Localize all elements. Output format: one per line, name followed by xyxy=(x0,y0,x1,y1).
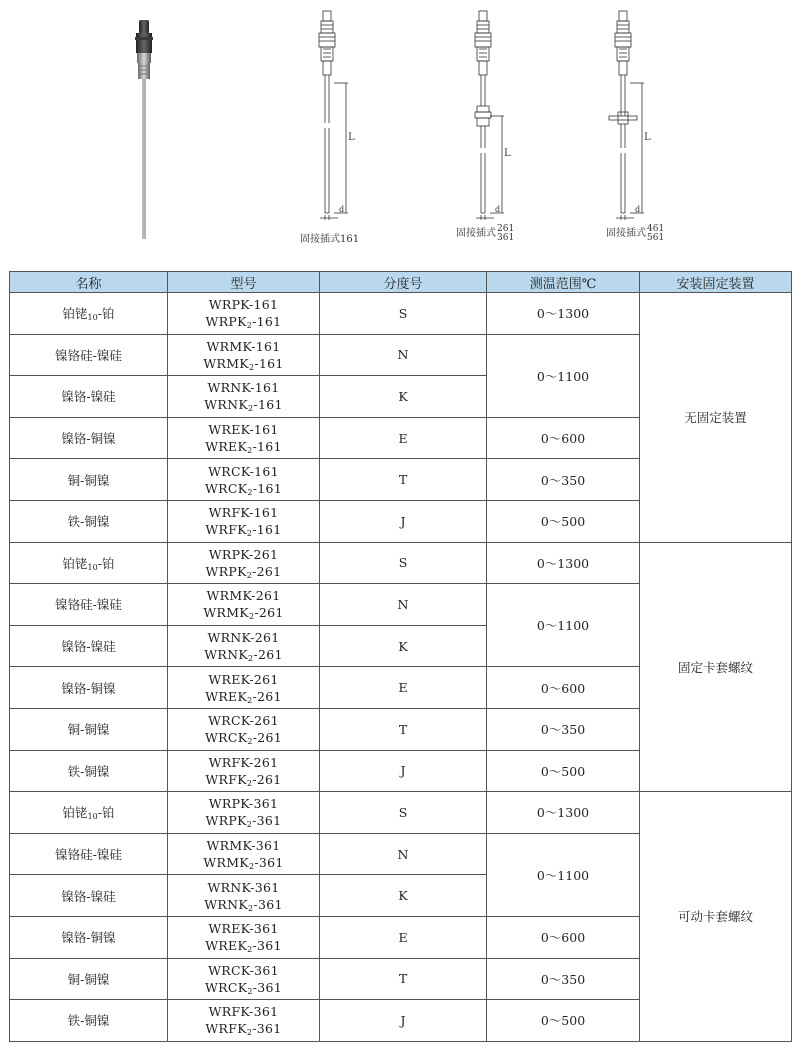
cell-grade: K xyxy=(320,625,487,667)
model-line-1: WRNK-161 xyxy=(207,380,280,396)
model-2-prefix: WRFK xyxy=(205,522,247,538)
model-2-subscript: 2 xyxy=(247,487,253,497)
model-2-prefix: WRMK xyxy=(203,855,249,871)
model-line-2 xyxy=(168,396,319,413)
cell-model xyxy=(168,334,320,376)
cell-range: 0～350 xyxy=(487,958,640,1000)
model-line-2 xyxy=(168,480,319,497)
model-line-2 xyxy=(168,771,319,788)
model-line-1: WRMK-361 xyxy=(206,838,281,854)
thermocouple-photo xyxy=(125,20,165,242)
name-text: 铁-铜镍 xyxy=(67,514,110,530)
model-2-suffix: -261 xyxy=(252,771,282,787)
cell-grade: T xyxy=(320,708,487,750)
dim-diameter-label-3: d xyxy=(635,205,641,214)
cell-name xyxy=(10,542,168,584)
model-2-prefix: WRMK xyxy=(203,355,249,371)
model-2-subscript: 2 xyxy=(247,737,253,747)
model-line-2 xyxy=(168,646,319,663)
model-line-2 xyxy=(168,355,319,372)
model-line-1: WRPK-261 xyxy=(208,546,279,562)
model-2-suffix: -361 xyxy=(253,896,283,912)
cell-model xyxy=(168,417,320,459)
cell-grade: T xyxy=(320,459,487,501)
name-text: 铂铑 xyxy=(62,555,88,571)
table-row xyxy=(10,792,792,834)
model-2-suffix: -361 xyxy=(252,1021,282,1037)
model-line-1: WRFK-261 xyxy=(208,754,279,770)
cell-name xyxy=(10,293,168,335)
model-2-suffix: -361 xyxy=(254,855,284,871)
model-2-suffix: -161 xyxy=(253,397,283,413)
model-2-subscript: 2 xyxy=(246,778,253,788)
name-text: 镍铬硅-镍硅 xyxy=(55,347,122,363)
cell-range: 0～1300 xyxy=(487,792,640,834)
name-text: 铁-铜镍 xyxy=(67,763,110,779)
caption-prefix: 固接插式 xyxy=(456,228,496,239)
model-2-subscript: 2 xyxy=(247,986,253,996)
cell-grade: T xyxy=(320,958,487,1000)
figure-strip xyxy=(0,0,800,262)
cell-model xyxy=(168,833,320,875)
cell-grade: N xyxy=(320,334,487,376)
table-header-row xyxy=(10,272,792,293)
model-2-subscript: 2 xyxy=(248,612,255,622)
model-2-suffix: -361 xyxy=(252,979,283,995)
model-line-1: WREK-261 xyxy=(208,671,279,687)
header-name: 名称 xyxy=(10,272,168,293)
cell-range: 0～600 xyxy=(487,667,640,709)
cell-mount: 固定卡套螺纹 xyxy=(640,542,792,792)
name-suffix: -铂 xyxy=(97,805,115,821)
cell-name xyxy=(10,500,168,542)
model-2-prefix: WRCK xyxy=(204,979,248,995)
model-line-1: WRPK-161 xyxy=(208,297,279,313)
spec-table xyxy=(9,271,792,1042)
model-2-suffix: -261 xyxy=(254,605,284,621)
diagram-261-361 xyxy=(468,8,518,223)
table-row xyxy=(10,542,792,584)
cell-grade: J xyxy=(320,1000,487,1042)
cell-grade: E xyxy=(320,667,487,709)
name-text: 镍铬-镍硅 xyxy=(61,888,116,904)
model-line-2 xyxy=(168,937,319,954)
name-text: 镍铬-镍硅 xyxy=(61,389,116,405)
cell-grade: K xyxy=(320,875,487,917)
model-2-suffix: -161 xyxy=(252,522,282,538)
model-2-subscript: 2 xyxy=(246,529,253,539)
model-2-prefix: WRMK xyxy=(203,605,249,621)
cell-model xyxy=(168,958,320,1000)
cell-grade: J xyxy=(320,750,487,792)
cell-name xyxy=(10,833,168,875)
model-2-prefix: WREK xyxy=(205,439,248,455)
name-suffix: -铂 xyxy=(97,555,115,571)
cell-range: 0～500 xyxy=(487,1000,640,1042)
name-text: 铁-铜镍 xyxy=(67,1013,110,1029)
cell-model xyxy=(168,750,320,792)
caption-161: 固接插式161 xyxy=(300,234,360,245)
cell-range: 0～500 xyxy=(487,750,640,792)
model-2-prefix: WRCK xyxy=(204,480,248,496)
model-2-suffix: -161 xyxy=(254,355,284,371)
name-text: 铜-铜镍 xyxy=(67,971,110,987)
model-line-1: WRNK-361 xyxy=(207,879,280,895)
model-line-2 xyxy=(168,812,319,829)
header-mount: 安装固定装置 xyxy=(640,272,792,293)
cell-name xyxy=(10,875,168,917)
model-line-2 xyxy=(168,854,319,871)
cell-name xyxy=(10,584,168,626)
model-2-prefix: WRFK xyxy=(205,1021,247,1037)
model-2-subscript: 2 xyxy=(247,945,253,955)
caption-bottom-2: 561 xyxy=(647,232,665,243)
cell-model xyxy=(168,625,320,667)
model-line-1: WRCK-261 xyxy=(208,713,279,729)
model-2-subscript: 2 xyxy=(248,404,254,414)
model-line-1: WREK-361 xyxy=(208,921,279,937)
model-line-1: WRFK-361 xyxy=(208,1004,279,1020)
cell-grade: S xyxy=(320,293,487,335)
cell-grade: S xyxy=(320,792,487,834)
caption-top-2: 461 xyxy=(647,223,665,234)
cell-grade: K xyxy=(320,376,487,418)
model-2-suffix: -261 xyxy=(252,730,283,746)
cell-name xyxy=(10,334,168,376)
model-2-prefix: WRPK xyxy=(205,813,247,829)
cell-range: 0～350 xyxy=(487,459,640,501)
model-2-subscript: 2 xyxy=(248,903,254,913)
caption-prefix-2: 固接插式 xyxy=(606,228,646,239)
header-grade: 分度号 xyxy=(320,272,487,293)
dim-diameter-label: d xyxy=(339,205,345,214)
cell-grade: S xyxy=(320,542,487,584)
model-2-suffix: -261 xyxy=(252,688,282,704)
cell-range: 0～350 xyxy=(487,708,640,750)
model-2-subscript: 2 xyxy=(247,446,253,456)
model-2-suffix: -161 xyxy=(252,439,282,455)
cell-model xyxy=(168,1000,320,1042)
cell-name xyxy=(10,916,168,958)
cell-model xyxy=(168,875,320,917)
cell-grade: E xyxy=(320,916,487,958)
cell-mount: 可动卡套螺纹 xyxy=(640,792,792,1042)
model-line-2 xyxy=(168,688,319,705)
dim-length-label-3: L xyxy=(644,132,651,143)
model-line-2 xyxy=(168,729,319,746)
dim-length-label: L xyxy=(348,132,355,143)
name-text: 铂铑 xyxy=(62,805,88,821)
cell-model xyxy=(168,293,320,335)
model-line-2 xyxy=(168,313,319,330)
model-line-1: WRCK-161 xyxy=(208,463,279,479)
caption-461-561 xyxy=(606,224,664,243)
model-line-2 xyxy=(168,604,319,621)
model-line-2 xyxy=(168,438,319,455)
model-line-1: WRPK-361 xyxy=(208,796,279,812)
model-2-prefix: WREK xyxy=(205,938,248,954)
name-text: 镍铬-铜镍 xyxy=(61,680,116,696)
model-line-1: WREK-161 xyxy=(208,422,279,438)
cell-model xyxy=(168,584,320,626)
model-2-subscript: 2 xyxy=(246,1028,253,1038)
cell-grade: N xyxy=(320,584,487,626)
cell-grade: J xyxy=(320,500,487,542)
model-2-prefix: WRPK xyxy=(205,563,247,579)
name-subscript: 10 xyxy=(87,562,98,572)
model-2-subscript: 2 xyxy=(246,820,253,830)
cell-range: 0～1100 xyxy=(487,833,640,916)
model-2-subscript: 2 xyxy=(248,654,254,664)
cell-grade: N xyxy=(320,833,487,875)
cell-name xyxy=(10,708,168,750)
model-2-prefix: WRNK xyxy=(204,647,249,663)
cell-name xyxy=(10,417,168,459)
model-line-1: WRNK-261 xyxy=(207,630,280,646)
cell-name xyxy=(10,625,168,667)
cell-range: 0～1300 xyxy=(487,542,640,584)
cell-range: 0～1100 xyxy=(487,334,640,417)
model-line-1: WRFK-161 xyxy=(208,505,279,521)
header-range: 测温范围℃ xyxy=(487,272,640,293)
cell-range: 0～600 xyxy=(487,417,640,459)
cell-model xyxy=(168,459,320,501)
table-row xyxy=(10,293,792,335)
cell-range: 0～600 xyxy=(487,916,640,958)
name-text: 镍铬硅-镍硅 xyxy=(55,597,122,613)
model-2-subscript: 2 xyxy=(247,695,253,705)
model-line-1: WRMK-161 xyxy=(206,338,281,354)
caption-top: 261 xyxy=(497,223,515,234)
model-line-2 xyxy=(168,896,319,913)
model-line-2 xyxy=(168,1020,319,1037)
cell-mount: 无固定装置 xyxy=(640,293,792,543)
cell-range: 0～1100 xyxy=(487,584,640,667)
model-2-suffix: -361 xyxy=(252,813,282,829)
name-text: 镍铬-铜镍 xyxy=(61,431,116,447)
cell-name xyxy=(10,376,168,418)
cell-model xyxy=(168,792,320,834)
diagram-461-561 xyxy=(608,8,658,223)
cell-model xyxy=(168,708,320,750)
model-2-prefix: WRFK xyxy=(205,771,247,787)
cell-model xyxy=(168,667,320,709)
model-2-suffix: -261 xyxy=(252,563,282,579)
cell-model xyxy=(168,916,320,958)
header-model: 型号 xyxy=(168,272,320,293)
cell-range: 0～1300 xyxy=(487,293,640,335)
cell-name xyxy=(10,750,168,792)
caption-261-361 xyxy=(456,224,514,243)
cell-name xyxy=(10,459,168,501)
name-text: 铂铑 xyxy=(62,306,88,322)
model-2-subscript: 2 xyxy=(246,321,253,331)
caption-bottom: 361 xyxy=(497,232,515,243)
name-suffix: -铂 xyxy=(97,306,115,322)
cell-range: 0～500 xyxy=(487,500,640,542)
model-2-subscript: 2 xyxy=(248,862,255,872)
name-text: 镍铬-镍硅 xyxy=(61,639,116,655)
cell-name xyxy=(10,1000,168,1042)
model-2-subscript: 2 xyxy=(248,362,255,372)
name-subscript: 10 xyxy=(87,812,98,822)
model-line-2 xyxy=(168,521,319,538)
dim-length-label-2: L xyxy=(504,148,511,159)
cell-name xyxy=(10,792,168,834)
model-2-prefix: WREK xyxy=(205,688,248,704)
cell-name xyxy=(10,958,168,1000)
name-text: 铜-铜镍 xyxy=(67,472,110,488)
cell-model xyxy=(168,376,320,418)
model-2-suffix: -261 xyxy=(253,647,283,663)
diagram-161 xyxy=(312,8,362,223)
model-line-1: WRMK-261 xyxy=(206,588,281,604)
model-line-2 xyxy=(168,979,319,996)
table-body xyxy=(10,293,792,1042)
model-line-2 xyxy=(168,563,319,580)
model-2-suffix: -361 xyxy=(252,938,282,954)
model-2-suffix: -161 xyxy=(252,480,283,496)
model-2-prefix: WRCK xyxy=(204,730,248,746)
cell-grade: E xyxy=(320,417,487,459)
name-text: 镍铬硅-镍硅 xyxy=(55,847,122,863)
name-text: 镍铬-铜镍 xyxy=(61,930,116,946)
cell-model xyxy=(168,542,320,584)
cell-model xyxy=(168,500,320,542)
model-line-1: WRCK-361 xyxy=(208,962,279,978)
dim-diameter-label-2: d xyxy=(495,205,501,214)
model-2-suffix: -161 xyxy=(252,314,282,330)
name-text: 铜-铜镍 xyxy=(67,722,110,738)
model-2-prefix: WRNK xyxy=(204,397,249,413)
model-2-subscript: 2 xyxy=(246,570,253,580)
model-2-prefix: WRPK xyxy=(205,314,247,330)
name-subscript: 10 xyxy=(87,313,98,323)
model-2-prefix: WRNK xyxy=(204,896,249,912)
cell-name xyxy=(10,667,168,709)
